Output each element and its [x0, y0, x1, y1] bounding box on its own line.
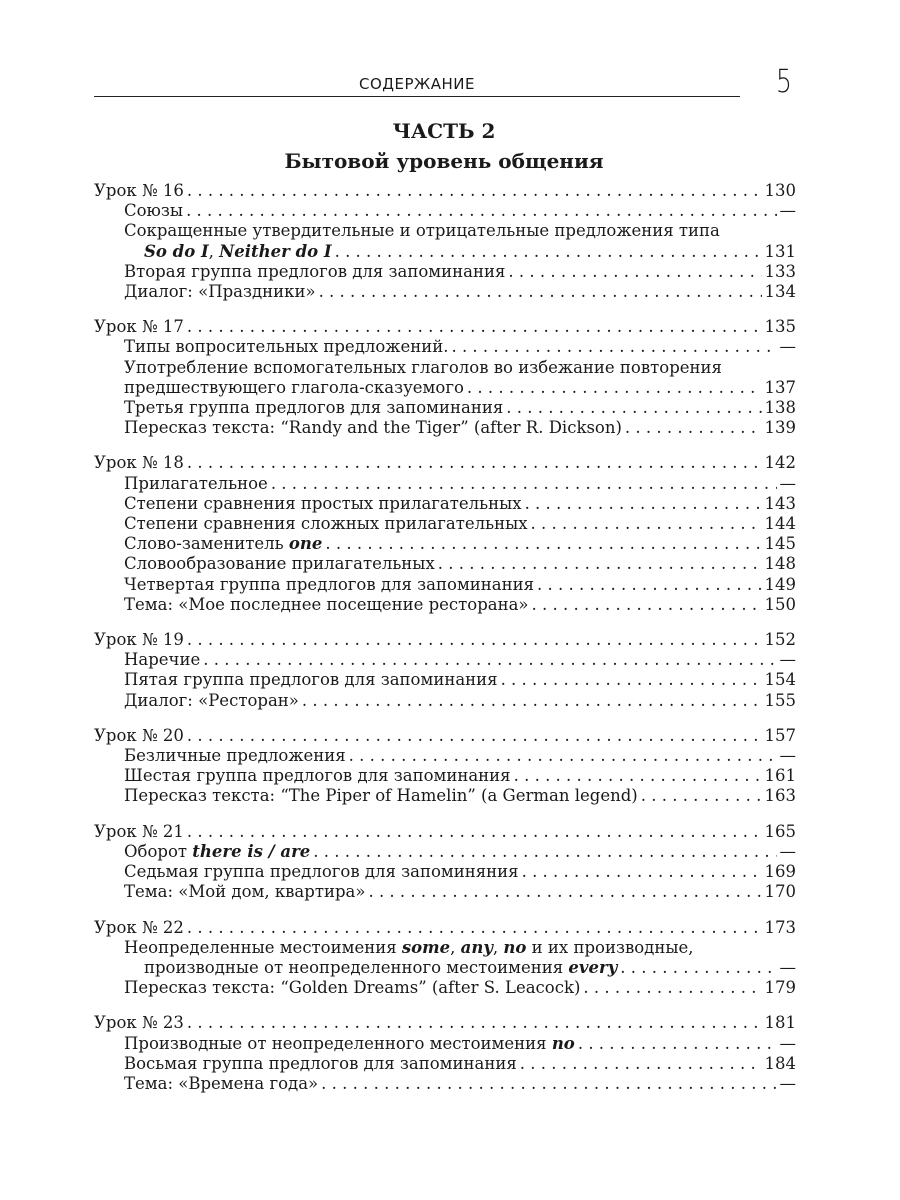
leader-dots	[525, 494, 762, 514]
toc-entry[interactable]	[94, 766, 796, 786]
leader-dots	[531, 514, 762, 534]
page-ref: 155	[764, 690, 796, 710]
entry-emphasis: some	[401, 937, 451, 957]
lesson-17	[94, 317, 796, 438]
entry-text: Безличные предложения	[124, 746, 346, 766]
entry-emphasis: So do I	[144, 241, 209, 261]
leader-dots	[532, 595, 762, 615]
entry-text: Сокращенные утвердительные и отрицательные предложения типа	[124, 221, 720, 241]
entry-text: предшествующего глагола-сказуемого	[124, 377, 464, 397]
leader-dots	[508, 262, 761, 282]
entry-text: Тема: «Времена года»	[124, 1073, 319, 1093]
entry-emphasis: any	[460, 937, 493, 957]
page-ref: 143	[764, 493, 796, 513]
page-ref: —	[779, 746, 796, 766]
toc-entry[interactable]	[94, 862, 796, 882]
entry-text: Употребление вспомогательных глаголов во избежание повторения	[124, 357, 722, 377]
leader-dots	[186, 201, 776, 221]
entry-text: Восьмая группа предлогов для запоминания	[124, 1053, 517, 1073]
toc-entry[interactable]	[94, 595, 796, 615]
leader-dots	[335, 242, 762, 262]
entry-emphasis: every	[568, 957, 618, 977]
lesson-16	[94, 181, 796, 302]
entry-text: Шестая группа предлогов для запоминания	[124, 766, 511, 786]
entry-text: Диалог: «Ресторан»	[124, 690, 299, 710]
toc-entry[interactable]	[94, 1054, 796, 1074]
leader-dots	[578, 1034, 777, 1054]
lesson-title-row[interactable]	[94, 453, 796, 473]
entry-text: Союзы	[124, 201, 184, 221]
leader-dots	[187, 726, 762, 746]
leader-dots	[583, 978, 761, 998]
entry-plain: производные от неопределенного местоимения	[144, 957, 569, 977]
entry-separator: ,	[492, 937, 504, 957]
entry-emphasis: one	[288, 534, 323, 554]
toc-entry[interactable]	[94, 514, 796, 534]
toc-entry[interactable]	[94, 691, 796, 711]
leader-dots	[514, 766, 762, 786]
page-ref: 148	[764, 554, 796, 574]
leader-dots	[187, 453, 762, 473]
page-ref: 152	[764, 630, 796, 650]
toc-entry[interactable]	[94, 534, 796, 554]
toc-entry[interactable]	[94, 786, 796, 806]
leader-dots	[641, 786, 762, 806]
page-ref: 138	[764, 398, 796, 418]
entry-plain: Производные от неопределенного местоимения	[124, 1033, 552, 1053]
page-ref: 135	[764, 317, 796, 337]
lesson-23	[94, 1013, 796, 1094]
leader-dots	[467, 378, 762, 398]
page-ref: —	[779, 473, 796, 493]
toc-entry-continuation[interactable]	[94, 958, 796, 978]
leader-dots	[187, 918, 762, 938]
part-title: ЧАСТЬ 2	[392, 119, 496, 143]
toc-entry[interactable]	[94, 1074, 796, 1094]
lesson-22	[94, 918, 796, 999]
toc-entry[interactable]	[94, 474, 796, 494]
entry-plain: Слово-заменитель	[124, 534, 289, 554]
entry-emphasis: no	[551, 1033, 575, 1053]
entry-text	[144, 242, 332, 262]
page-ref: —	[779, 841, 796, 861]
entry-emphasis: no	[503, 937, 527, 957]
entry-text: Тема: «Мое последнее посещение ресторана»	[124, 594, 529, 614]
entry-text: Типы вопросительных предложений.	[124, 337, 449, 357]
leader-dots	[187, 317, 762, 337]
toc-entry[interactable]	[94, 201, 796, 221]
page-ref: 181	[764, 1013, 796, 1033]
page-ref: 131	[764, 241, 796, 261]
page-ref: 165	[764, 821, 796, 841]
leader-dots	[537, 575, 761, 595]
lesson-title: Урок № 18	[94, 453, 184, 473]
entry-text: Наречие	[124, 650, 201, 670]
leader-dots	[203, 650, 776, 670]
page-ref: —	[779, 1033, 796, 1053]
toc-entry[interactable]	[94, 282, 796, 302]
page-ref: 150	[764, 594, 796, 614]
entry-text: Диалог: «Праздники»	[124, 282, 316, 302]
toc-entry[interactable]	[94, 221, 796, 241]
page-ref: —	[779, 957, 796, 977]
page-ref: 144	[764, 514, 796, 534]
page-ref: —	[779, 650, 796, 670]
lesson-21	[94, 822, 796, 903]
page-ref: 179	[764, 978, 796, 998]
entry-plain: Неопределенные местоимения	[124, 937, 402, 957]
table-of-contents	[94, 181, 796, 1109]
toc-entry[interactable]	[94, 1034, 796, 1054]
entry-text: Тема: «Мой дом, квартира»	[124, 882, 366, 902]
page-ref: 149	[764, 574, 796, 594]
leader-dots	[506, 398, 761, 418]
leader-dots	[349, 746, 777, 766]
page-ref: 134	[764, 282, 796, 302]
entry-separator: ,	[208, 241, 220, 261]
entry-text: Прилагательное	[124, 473, 268, 493]
toc-entry[interactable]	[94, 938, 796, 958]
leader-dots	[302, 691, 762, 711]
leader-dots	[187, 822, 762, 842]
page-ref: —	[779, 337, 796, 357]
running-head: СОДЕРЖАНИЕ	[94, 72, 740, 97]
entry-text: Четвертая группа предлогов для запоминания	[124, 574, 535, 594]
lesson-title-row[interactable]	[94, 822, 796, 842]
entry-text: Вторая группа предлогов для запоминания	[124, 261, 506, 281]
lesson-title: Урок № 22	[94, 917, 184, 937]
lesson-19	[94, 630, 796, 711]
toc-entry[interactable]	[94, 398, 796, 418]
leader-dots	[501, 670, 762, 690]
entry-emphasis: there is / are	[192, 841, 311, 861]
lesson-title-row[interactable]	[94, 726, 796, 746]
page-number: 5	[776, 62, 792, 100]
entry-text	[124, 534, 322, 554]
toc-entry[interactable]	[94, 670, 796, 690]
page-ref: 145	[764, 534, 796, 554]
page-ref: 133	[764, 261, 796, 281]
leader-dots	[319, 282, 762, 302]
entry-text	[124, 1034, 575, 1054]
page-ref: 170	[764, 882, 796, 902]
leader-dots	[187, 1013, 762, 1033]
leader-dots	[271, 474, 777, 494]
lesson-title: Урок № 21	[94, 821, 184, 841]
leader-dots	[325, 534, 761, 554]
entry-text: Пересказ текста: “Golden Dreams” (after S. Leacock)	[124, 978, 581, 998]
page-ref: 139	[764, 418, 796, 438]
toc-entry[interactable]	[94, 650, 796, 670]
part-heading	[94, 116, 794, 176]
toc-entry[interactable]	[94, 842, 796, 862]
entry-text: Словообразование прилагательных	[124, 554, 435, 574]
page-ref: 184	[764, 1053, 796, 1073]
entry-text	[124, 842, 310, 862]
toc-entry[interactable]	[94, 575, 796, 595]
page-ref: 137	[764, 377, 796, 397]
entry-emphasis: Neither do I	[219, 241, 332, 261]
entry-text: Пересказ текста: “The Piper of Hamelin” (a German legend)	[124, 786, 638, 806]
part-subtitle: Бытовой уровень общения	[284, 149, 604, 173]
leader-dots	[321, 1074, 776, 1094]
lesson-18	[94, 453, 796, 615]
leader-dots	[187, 630, 762, 650]
page-ref: —	[779, 201, 796, 221]
entry-text: Степени сравнения сложных прилагательных	[124, 514, 528, 534]
leader-dots	[620, 958, 776, 978]
lesson-title-row[interactable]	[94, 181, 796, 201]
leader-dots	[625, 418, 762, 438]
page-ref: 169	[764, 862, 796, 882]
lesson-title: Урок № 16	[94, 181, 184, 200]
entry-separator: ,	[450, 937, 461, 957]
entry-text	[124, 938, 693, 958]
page-ref: 154	[764, 670, 796, 690]
entry-plain: и их производные,	[526, 937, 694, 957]
entry-text: Степени сравнения простых прилагательных	[124, 493, 522, 513]
leader-dots	[187, 181, 762, 201]
lesson-title-row[interactable]	[94, 918, 796, 938]
page-ref: 157	[764, 725, 796, 745]
toc-entry[interactable]	[94, 337, 796, 357]
lesson-title-row[interactable]	[94, 630, 796, 650]
toc-entry[interactable]	[94, 358, 796, 378]
lesson-title: Урок № 23	[94, 1013, 184, 1033]
lesson-title-row[interactable]	[94, 317, 796, 337]
entry-text	[144, 958, 617, 978]
leader-dots	[368, 882, 761, 902]
lesson-title: Урок № 20	[94, 725, 184, 745]
toc-entry-continuation[interactable]	[94, 242, 796, 262]
lesson-title-row[interactable]	[94, 1013, 796, 1033]
toc-entry[interactable]	[94, 978, 796, 998]
page-ref: —	[779, 1073, 796, 1093]
leader-dots	[438, 554, 762, 574]
entry-text: Седьмая группа предлогов для запоминяния	[124, 862, 519, 882]
toc-entry[interactable]	[94, 418, 796, 438]
toc-entry[interactable]	[94, 494, 796, 514]
page-ref: 161	[764, 766, 796, 786]
lesson-20	[94, 726, 796, 807]
toc-entry[interactable]	[94, 746, 796, 766]
lesson-title: Урок № 19	[94, 630, 184, 650]
entry-text: Пересказ текста: “Randy and the Tiger” (after R. Dickson)	[124, 418, 622, 438]
page-ref: 142	[764, 453, 796, 473]
toc-entry[interactable]	[94, 882, 796, 902]
entry-plain: Оборот	[124, 841, 193, 861]
page-ref: 163	[764, 786, 796, 806]
leader-dots	[313, 842, 776, 862]
page-ref: 173	[764, 917, 796, 937]
leader-dots	[522, 862, 762, 882]
entry-text: Третья группа предлогов для запоминания	[124, 398, 504, 418]
lesson-title: Урок № 17	[94, 317, 184, 337]
page-ref: 130	[764, 181, 796, 200]
toc-entry[interactable]	[94, 262, 796, 282]
leader-dots	[520, 1054, 762, 1074]
leader-dots	[451, 337, 776, 357]
toc-entry-continuation[interactable]	[94, 378, 796, 398]
toc-entry[interactable]	[94, 554, 796, 574]
entry-text: Пятая группа предлогов для запоминания	[124, 670, 498, 690]
